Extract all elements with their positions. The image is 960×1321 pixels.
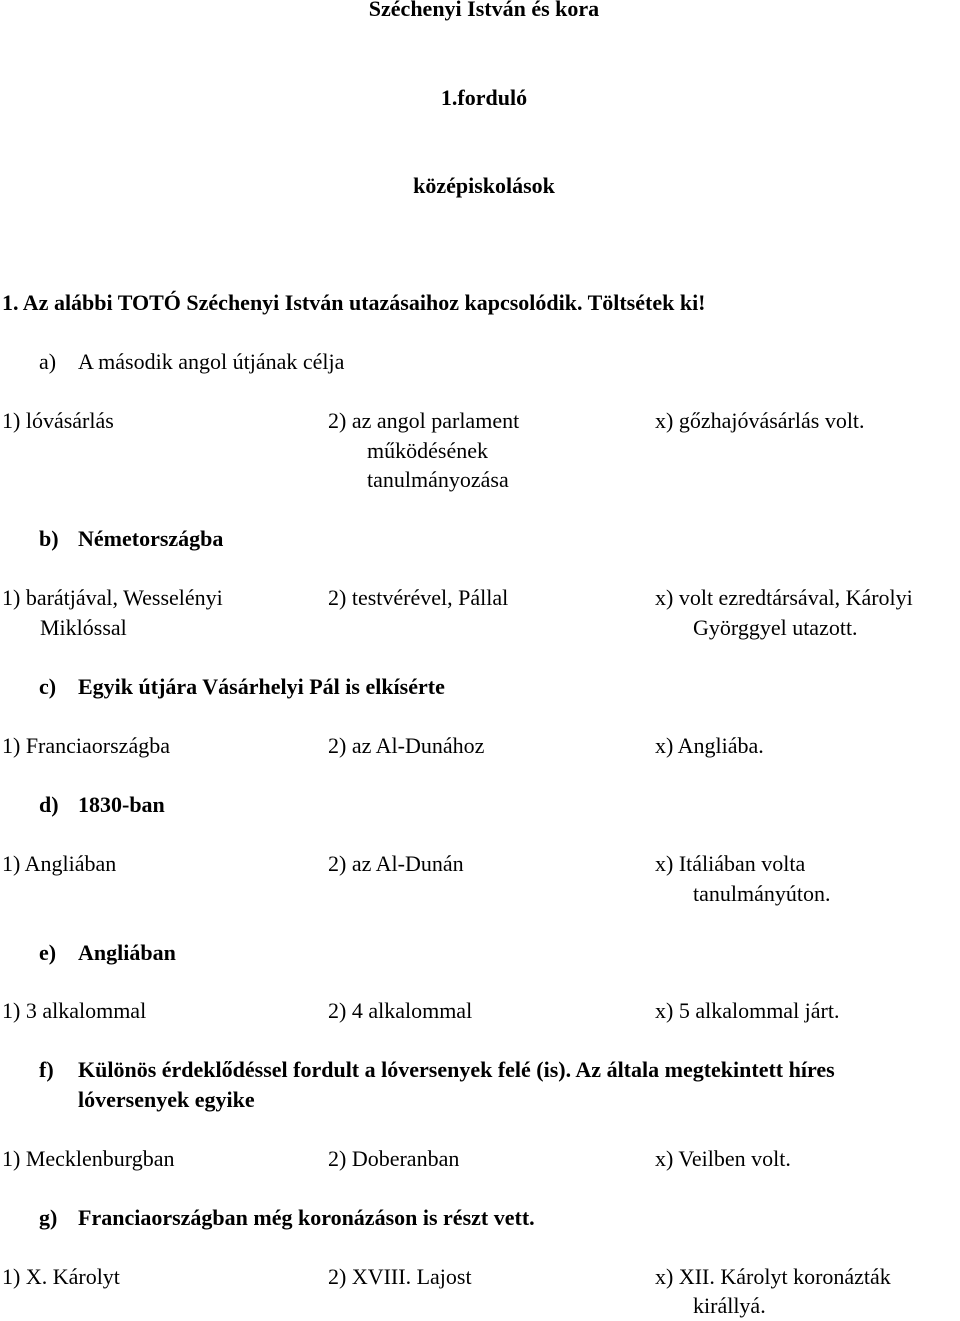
option-x: x) 5 alkalommal járt. [655, 998, 840, 1023]
option-1: 1) barátjával, Wesselényi [2, 585, 223, 610]
question-label: a) [39, 349, 57, 374]
question-label: g) [39, 1205, 58, 1230]
option-x: x) Itáliában volta [655, 851, 806, 876]
option-2: 2) az Al-Dunához [328, 733, 485, 758]
option-x-cont: tanulmányúton. [693, 881, 831, 906]
question-label: d) [39, 792, 59, 817]
option-2: 2) testvérével, Pállal [328, 585, 509, 610]
question-text: A második angol útjának célja [78, 349, 345, 374]
option-2-cont: tanulmányozása [367, 467, 509, 492]
option-1: 1) 3 alkalommal [2, 998, 147, 1023]
question-text: 1830-ban [78, 792, 165, 817]
option-x: x) Veilben volt. [655, 1146, 791, 1171]
option-2-cont: működésének [367, 438, 488, 463]
option-x: x) Angliába. [655, 733, 764, 758]
question-text-cont: lóversenyek egyike [78, 1087, 255, 1112]
option-1: 1) Franciaországba [2, 733, 170, 758]
option-1-cont: Miklóssal [40, 615, 127, 640]
document-title: Széchenyi István és kora [368, 0, 600, 21]
question-text: Különös érdeklődéssel fordult a lóversenyek felé (is). Az általa megtekintett híres [78, 1057, 835, 1082]
option-x-cont: királlyá. [693, 1293, 766, 1318]
option-2: 2) az Al-Dunán [328, 851, 464, 876]
option-x: x) volt ezredtársával, Károlyi [655, 585, 913, 610]
option-1: 1) X. Károlyt [2, 1264, 120, 1289]
question-label: e) [39, 940, 57, 965]
option-2: 2) Doberanban [328, 1146, 460, 1171]
question-label: f) [39, 1057, 54, 1082]
option-2: 2) 4 alkalommal [328, 998, 473, 1023]
question-text: Franciaországban még koronázáson is részt vett. [78, 1205, 535, 1230]
question-label: b) [39, 526, 59, 551]
task-instruction: 1. Az alábbi TOTÓ Széchenyi István utazásaihoz kapcsolódik. Töltsétek ki! [2, 290, 706, 315]
option-1: 1) Mecklenburgban [2, 1146, 175, 1171]
option-1: 1) lóvásárlás [2, 408, 114, 433]
option-2: 2) XVIII. Lajost [328, 1264, 472, 1289]
option-x: x) XII. Károlyt koronázták [655, 1264, 891, 1289]
round-label: 1.forduló [440, 85, 528, 110]
audience-label: középiskolások [413, 173, 555, 198]
question-text: Angliában [78, 940, 176, 965]
option-2: 2) az angol parlament [328, 408, 520, 433]
option-x: x) gőzhajóvásárlás volt. [655, 408, 865, 433]
question-text: Németországba [78, 526, 224, 551]
option-x-cont: Györggyel utazott. [693, 615, 858, 640]
option-1: 1) Angliában [2, 851, 117, 876]
question-text: Egyik útjára Vásárhelyi Pál is elkísérte [78, 674, 445, 699]
question-label: c) [39, 674, 57, 699]
